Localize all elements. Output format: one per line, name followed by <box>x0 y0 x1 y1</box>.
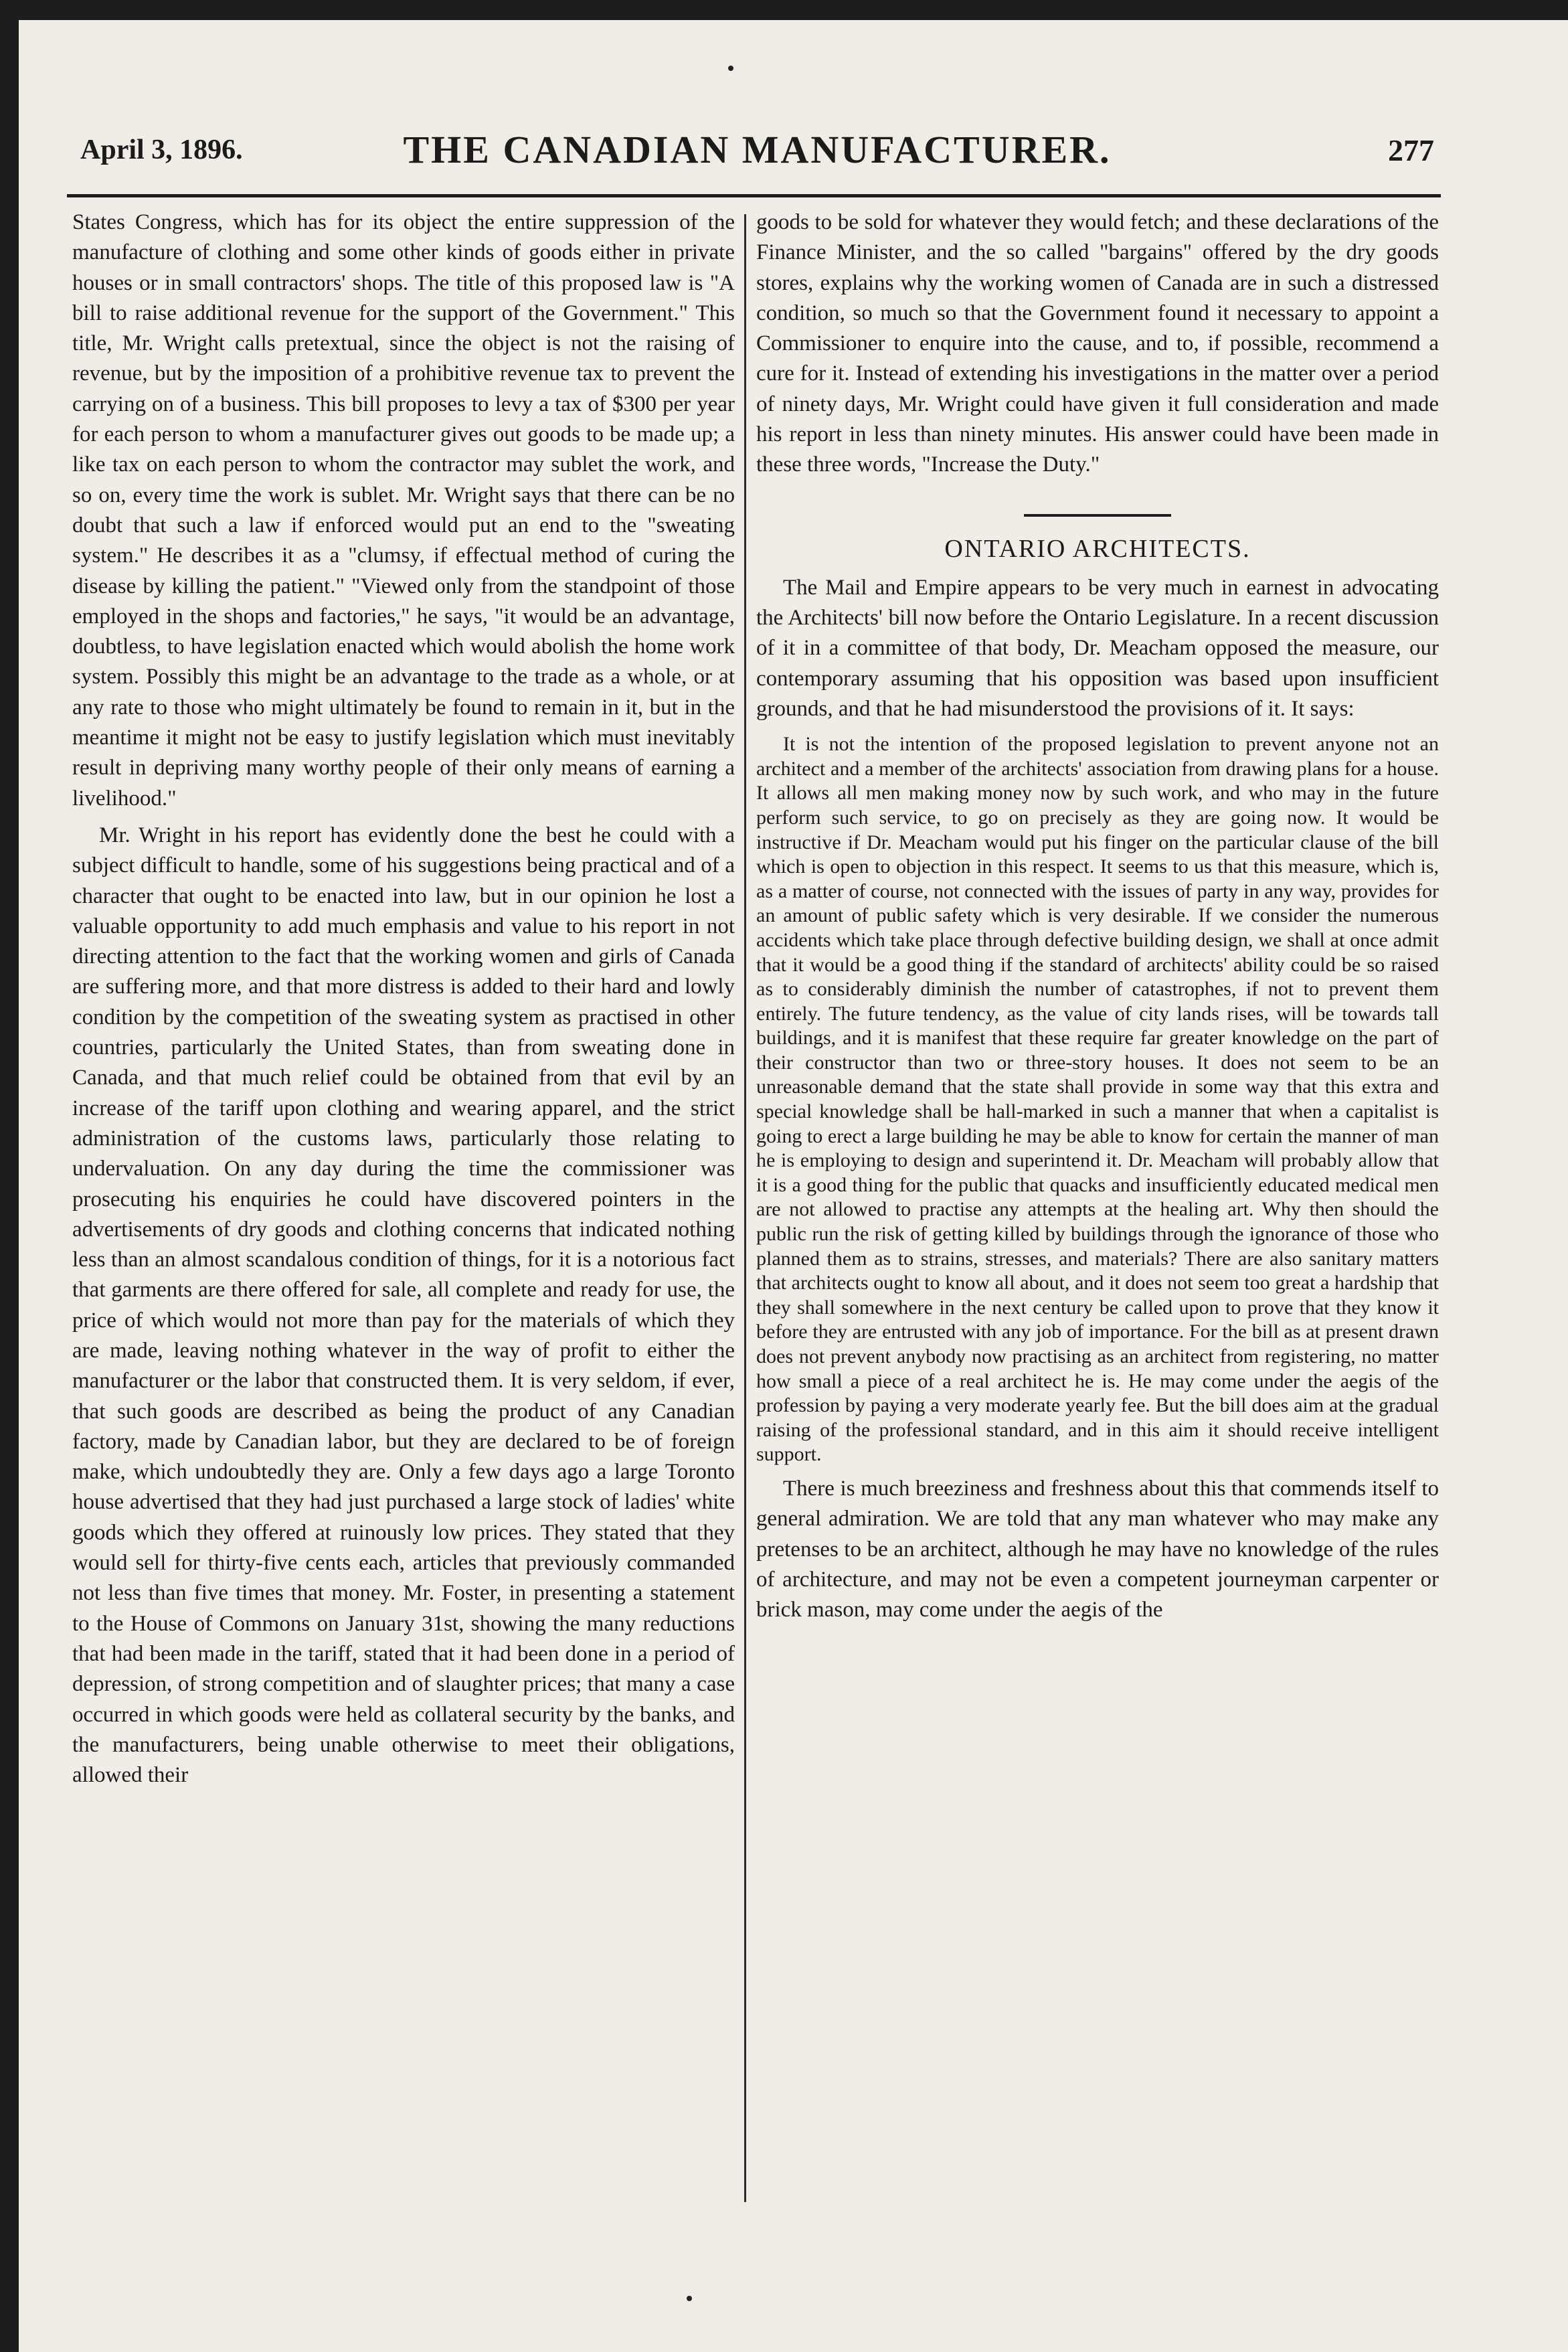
page-number: 277 <box>1388 133 1434 167</box>
article-paragraph: goods to be sold for whatever they would fetch; and these declarations of the Finance Minister, and the so called "bargains" offered by the dry goods stores, explains why the working women of Canada are in such a distressed condition, so much so that the Government found it necessary to appoint a Commissioner to enquire into the cause, and to, if possible, recommend a cure for it. Instead of extending his investigations in the matter over a period of ninety days, Mr. Wright could have given it full consideration and made his report in less than ninety minutes. His answer could have been made in these three words, "Increase the Duty." <box>756 210 1439 477</box>
article-paragraph: There is much breeziness and freshness about this that commends itself to general admiration. We are told that any man whatever who may make any pretenses to be an architect, although he may have no knowledge of the rules of architecture, and may not be even a competent journeyman carpenter or brick mason, may come under the aegis of the <box>756 1476 1439 1622</box>
running-head <box>80 127 1434 187</box>
scan-speck <box>728 66 733 71</box>
journal-title: THE CANADIAN MANUFACTURER. <box>403 128 1112 171</box>
section-heading: ONTARIO ARCHITECTS. <box>944 534 1251 563</box>
scan-top-edge <box>0 0 1568 20</box>
column-divider <box>744 214 746 2202</box>
article-paragraph: States Congress, which has for its object the entire suppression of the manufacture of clothing and some other kinds of goods either in private houses or in small contractors' shops. The title of this proposed law is "A bill to raise additional revenue for the support of the Government." This title, Mr. Wright calls pretextual, since the object is not the raising of revenue, but by the imposition of a prohibitive revenue tax to prevent the carrying on of a business. This bill proposes to levy a tax of $300 per year for each person to whom a manufacturer gives out goods to be made up; a like tax on each person to whom the contractor may sublet the work, and so on, every time the work is sublet. Mr. Wright says that there can be no doubt that such a law if enforced would put an end to the "sweating system." He describes it as a "clumsy, if effectual method of curing the disease by killing the patient." "Viewed only from the standpoint of those employed in the shops and factories," he says, "it would be an advantage, doubtless, to have legislation enacted which would abolish the home work system. Possibly this might be an advantage to the trade as a whole, or at any rate to those who might ultimately be found to remain in it, but in the meantime it might not be easy to justify legislation which must inevitably result in depriving many worthy people of their only means of earning a livelihood." <box>72 210 735 811</box>
quoted-extract: It is not the intention of the proposed legislation to prevent anyone not an architect and a member of the architects' association from drawing plans for a house. It allows all men making money now by such work, and who may in the future perform such service, to go on precisely as they are going now. It would be instructive if Dr. Meacham would put his finger on the particular clause of the bill which is open to objection in this respect. It seems to us that this measure, which is, as a matter of course, not connected with the issues of party in any way, provides for an amount of public safety which is very desirable. If we consider the numerous accidents which take place through defective building design, we shall at once admit that it would be a good thing if the standard of architects' ability could be so raised as to considerably diminish the number of catastrophes, if not to prevent them entirely. The future tendency, as the value of city lands rises, will be towards tall buildings, and it is manifest that these require far greater knowledge on the part of their constructor than two or three-story houses. It does not seem to be an unreasonable demand that the state shall provide in some way that this extra and special knowledge shall be hall-marked in such a manner that when a capitalist is going to erect a large building he may be able to know for certain the manner of man he is employing to design and superintend it. Dr. Meacham will probably allow that it is a good thing for the public that quacks and insufficiently educated medical men are not allowed to practise any attempts at the healing art. Why then should the public run the risk of getting killed by buildings through the ignorance of those who planned them as to strains, stresses, and materials? There are also sanitary matters that architects ought to know all about, and it does not seem too great a hardship that they shall somewhere in the next century be called upon to prove that they know it before they are entrusted with any job of importance. For the bill as at present drawn does not prevent anybody now practising as an architect from registering, no matter how small a piece of a real architect he is. He may come under the aegis of the profession by paying a very moderate yearly fee. But the bill does aim at the gradual raising of the professional standard, and in this aim it should receive intelligent support. <box>756 733 1439 1466</box>
article-paragraph: The Mail and Empire appears to be very much in earnest in advocating the Architects' bill now before the Ontario Legislature. In a recent discussion of it in a committee of that body, Dr. Meacham opposed the measure, our contemporary assuming that his opposition was based upon insufficient grounds, and that he had misunderstood the provisions of it. It says: <box>756 575 1439 721</box>
section-rule <box>1024 514 1171 517</box>
scan-left-edge <box>0 0 19 2352</box>
issue-date: April 3, 1896. <box>80 135 243 165</box>
scan-speck <box>687 2296 692 2301</box>
header-rule <box>67 194 1441 197</box>
article-paragraph: Mr. Wright in his report has evidently done the best he could with a subject difficult to handle, some of his suggestions being practical and of a character that ought to be enacted into law, but in our opinion he lost a valuable opportunity to add much emphasis and value to his report in not directing attention to the fact that the working women and girls of Canada are suffering more, and that more distress is added to their hard and lowly condition by the competition of the sweating system as practised in other countries, particularly the United States, than from sweating done in Canada, and that much relief could be obtained from that evil by an increase of the tariff upon clothing and wearing apparel, and the strict administration of the customs laws, particularly those relating to undervaluation. On any day during the time the commissioner was prosecuting his enquiries he could have discovered pointers in the advertisements of dry goods and clothing concerns that indicated nothing less than an almost scandalous condition of things, for it is a notorious fact that garments are there offered for sale, all complete and ready for use, the price of which would not more than pay for the materials of which they are made, leaving nothing whatever in the way of profit to either the manufacturer or the labor that constructed them. It is very seldom, if ever, that such goods are described as being the product of any Canadian factory, made by Canadian labor, but they are declared to be of foreign make, which undoubtedly they are. Only a few days ago a large Toronto house advertised that they had just purchased a large stock of ladies' white goods which they offered at ruinously low prices. They stated that they would sell for thirty-five cents each, articles that previously commanded not less than five times that money. Mr. Foster, in presenting a statement to the House of Commons on January 31st, showing the many reductions that had been made in the tariff, stated that it had been done in a period of depression, of strong competition and of slaughter prices; that many a case occurred in which goods were held as collateral security by the banks, and the manufacturers, being unable otherwise to meet their obligations, allowed their <box>72 823 735 1788</box>
left-column <box>72 207 735 2296</box>
right-column <box>756 207 1439 2296</box>
